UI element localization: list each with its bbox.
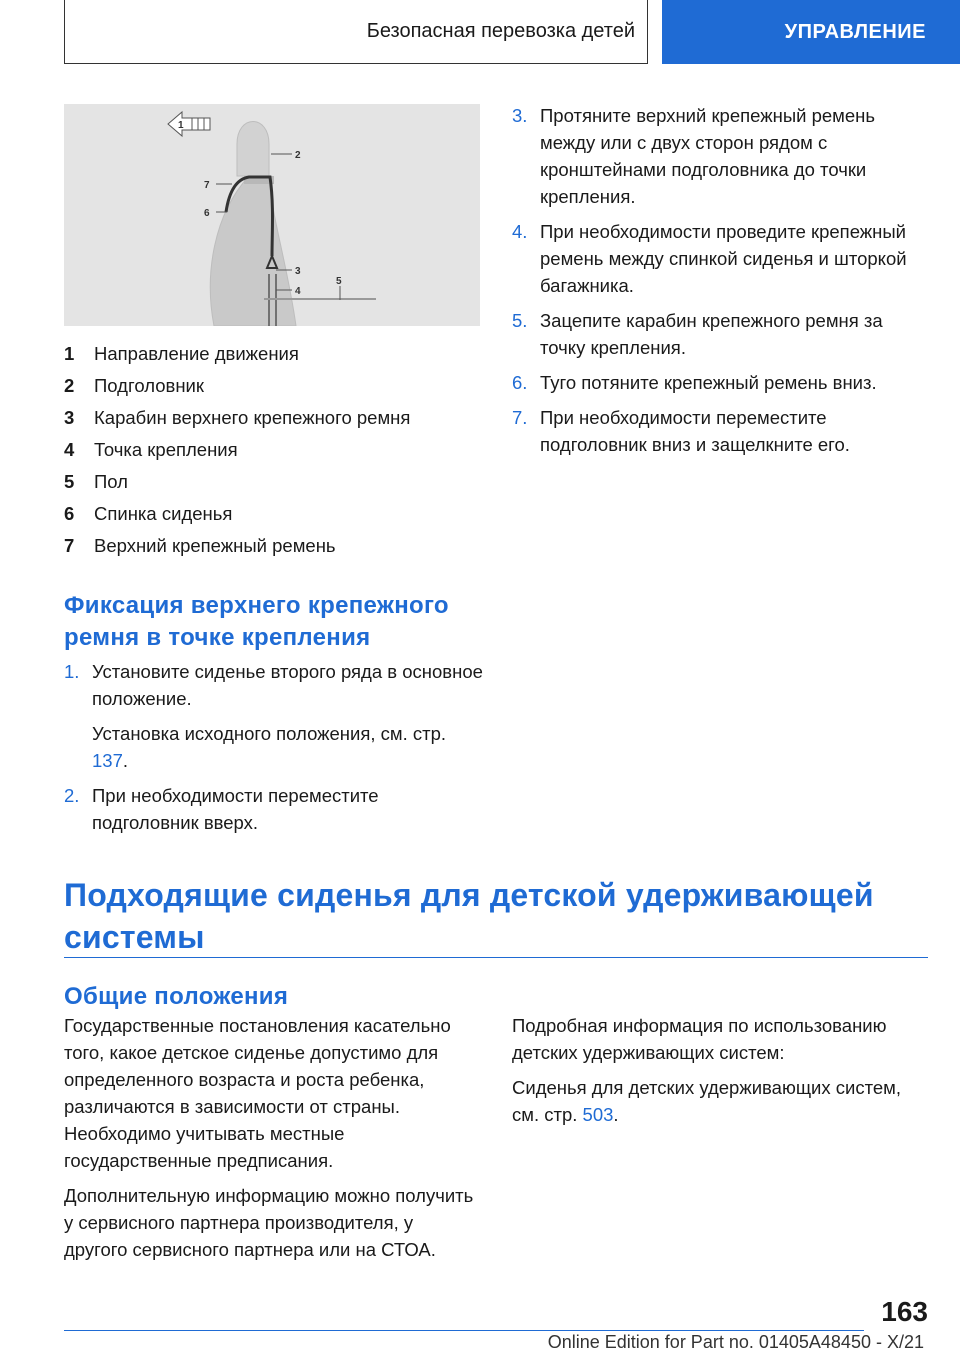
legend-item: [64, 434, 480, 466]
step-number: 5.: [512, 310, 528, 331]
footer-edition: Online Edition for Part no. 01405A48450 - X/21: [547, 1332, 924, 1352]
step-number: 3.: [512, 105, 528, 126]
callout-1: 1: [178, 120, 184, 131]
step-text: При необходимости проведите крепежный ремень между спинкой сиденья и шторкой багажника.: [540, 221, 907, 296]
callout-7: 7: [204, 180, 210, 191]
fix-section-heading: Фиксация верхнего крепежного ремня в точке крепления: [64, 592, 449, 651]
step-text: При необходимости переместите подголовник вниз и защелкните его.: [540, 407, 850, 455]
legend-number: 1: [64, 343, 75, 364]
step-item: [64, 782, 484, 836]
step-item: [512, 404, 928, 458]
step-number: 6.: [512, 372, 528, 393]
legend-number: 6: [64, 503, 75, 524]
legend-text: Направление движения: [94, 343, 299, 364]
general-reference: [512, 1074, 928, 1128]
legend-item: [64, 338, 480, 370]
callout-5: 5: [336, 276, 342, 287]
step-number: 2.: [64, 785, 80, 806]
page-number: 163: [881, 1296, 928, 1327]
step-number: 4.: [512, 221, 528, 242]
legend-number: 3: [64, 407, 75, 428]
legend-text: Точка крепления: [94, 439, 238, 460]
step-note-text: Установка исходного положения, см. стр.: [92, 723, 447, 744]
seat-tether-illustration: [64, 104, 480, 326]
reference-text: Сиденья для детских удерживающих систем, см. стр.: [512, 1077, 902, 1125]
seat-tether-drawing: [64, 104, 480, 326]
step-number: 7.: [512, 407, 528, 428]
step-note: [92, 720, 484, 774]
callout-6: 6: [204, 208, 210, 219]
step-text: Зацепите карабин крепежного ремня за точку крепления.: [540, 310, 883, 358]
general-paragraph: Подробная информация по использованию детских удерживающих систем:: [512, 1015, 887, 1063]
footer-divider: [64, 1330, 864, 1331]
general-paragraph: Государственные постановления касательно того, какое детское сиденье допустимо для определенного возраста и роста ребенка, различаются в зависимости от страны. Необходимо учитывать местные государственные предписания.: [64, 1015, 451, 1171]
step-item: [64, 658, 484, 774]
header-section-title: [64, 0, 648, 64]
legend-number: 5: [64, 471, 75, 492]
general-heading: Общие положения: [64, 983, 289, 1010]
legend-text: Подголовник: [94, 375, 204, 396]
header-chapter-label: УПРАВЛЕНИЕ: [784, 20, 926, 43]
step-text: Установите сиденье второго ряда в основное положение.: [92, 661, 483, 709]
general-left-column: [64, 1012, 474, 1271]
legend-text: Спинка сиденья: [94, 503, 233, 524]
step-item: [512, 218, 928, 299]
header-section-title-text: Безопасная перевозка детей: [366, 20, 635, 42]
figure-legend: [64, 338, 480, 562]
legend-text: Карабин верхнего крепежного ремня: [94, 407, 411, 428]
step-text: Протяните верхний крепежный ремень между или с двух сторон рядом с кронштейнами подголовника до точки крепления.: [540, 105, 876, 207]
general-paragraph: Дополнительную информацию можно получить у сервисного партнера производителя, у другого сервисного партнера или на СТОА.: [64, 1185, 474, 1260]
callout-2: 2: [295, 150, 301, 161]
step-item: [512, 102, 928, 210]
step-text: При необходимости переместите подголовник вверх.: [92, 785, 379, 833]
legend-text: Пол: [94, 471, 128, 492]
legend-item: [64, 370, 480, 402]
page-link-503[interactable]: 503: [582, 1104, 614, 1125]
legend-number: 4: [64, 439, 75, 460]
step-text: Туго потяните крепежный ремень вниз.: [540, 372, 877, 393]
fix-steps-right: [512, 102, 928, 466]
legend-item: [64, 466, 480, 498]
step-note-end: .: [122, 750, 129, 771]
page-link-137[interactable]: 137: [92, 750, 123, 771]
legend-item: [64, 498, 480, 530]
legend-item: [64, 402, 480, 434]
reference-end: .: [613, 1104, 619, 1125]
section-divider: [64, 957, 928, 958]
seats-section-heading: Подходящие сиденья для детской удерживающей системы: [64, 877, 874, 955]
fix-steps-left: [64, 658, 484, 844]
header-chapter-tab[interactable]: [662, 0, 960, 64]
callout-4: 4: [295, 286, 301, 297]
callout-3: 3: [295, 266, 301, 277]
general-right-column: [512, 1012, 928, 1136]
legend-item: [64, 530, 480, 562]
step-item: [512, 369, 928, 396]
headrest-shape: [237, 122, 269, 177]
step-number: 1.: [64, 661, 80, 682]
legend-text: Верхний крепежный ремень: [94, 535, 336, 556]
legend-number: 7: [64, 535, 75, 556]
step-item: [512, 307, 928, 361]
legend-number: 2: [64, 375, 75, 396]
